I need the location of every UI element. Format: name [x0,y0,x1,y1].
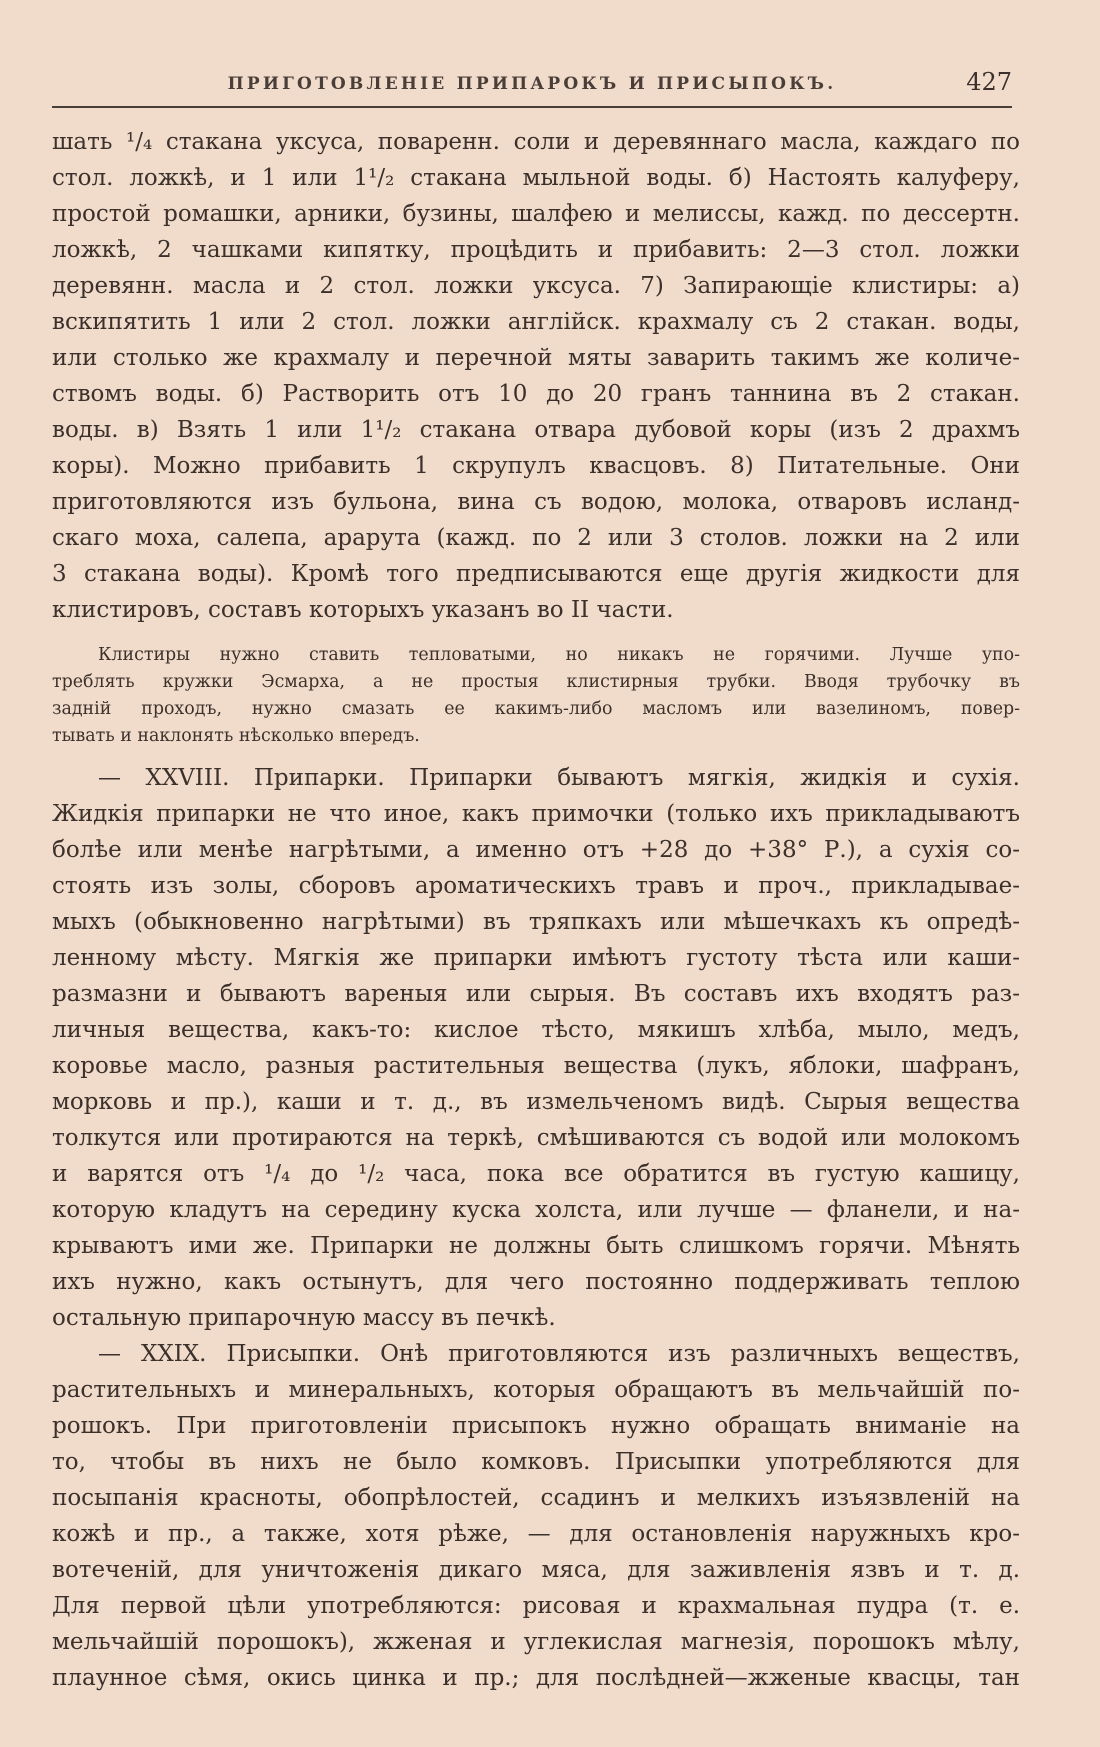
text-line: скаго моха, салепа, арарута (кажд. по 2 или 3 столов. ложки на 2 или [52,525,1020,551]
text-line: вотеченій, для уничтоженія дикаго мяса, для заживленія язвъ и т. д. [52,1557,1020,1583]
text-line: мыхъ (обыкновенно нагрѣтыми) въ тряпкахъ или мѣшечкахъ къ опредѣ- [52,909,1020,935]
text-line: коровье масло, разныя растительныя вещества (лукъ, яблоки, шафранъ, [52,1053,1020,1079]
text-line: личныя вещества, какъ-то: кислое тѣсто, мякишъ хлѣба, мыло, медъ, [52,1017,1020,1043]
text-line: стол. ложкѣ, и 1 или 1¹/₂ стакана мыльной воды. б) Настоять калуферу, [52,165,1020,191]
running-title: ПРИГОТОВЛЕНІЕ ПРИПАРОКЪ И ПРИСЫПОКЪ. [227,74,837,94]
text-line: воды. в) Взять 1 или 1¹/₂ стакана отвара дубовой коры (изъ 2 драхмъ [52,417,1020,443]
text-line: клистировъ, составъ которыхъ указанъ во II части. [52,597,674,623]
text-line: приготовляются изъ бульона, вина съ водою, молока, отваровъ исланд- [52,489,1020,515]
text-line: посыпанія красноты, обопрѣлостей, ссадинъ и мелкихъ изъязвленій на [52,1485,1020,1511]
text-line: ствомъ воды. б) Растворить отъ 10 до 20 гранъ таннина въ 2 стакан. [52,381,1020,407]
text-line: стоять изъ золы, сборовъ ароматическихъ травъ и проч., прикладывае- [52,873,1020,899]
note-line: Клистиры нужно ставить тепловатыми, но никакъ не горячими. Лучше упо- [98,645,1020,665]
text-line: Для первой цѣли употребляются: рисовая и крахмальная пудра (т. е. [52,1593,1020,1619]
text-line: болѣе или менѣе нагрѣтыми, а именно отъ +28 до +38° Р.), а сухія со- [52,837,1020,863]
small-print-note [52,642,1020,750]
text-line: остальную припарочную массу въ печкѣ. [52,1305,556,1331]
section-xxix-powders [52,1336,1020,1696]
section-xxviii-poultices [52,760,1020,1336]
text-line: ленному мѣсту. Мягкія же припарки имѣютъ густоту тѣста или каши- [52,945,1020,971]
section-heading-line: — XXVIII. Припарки. Припарки бываютъ мягкія, жидкія и сухія. [98,765,1020,791]
page-body [52,124,1020,1696]
text-line: Жидкія припарки не что иное, какъ примочки (только ихъ прикладываютъ [52,801,1020,827]
text-line: размазни и бываютъ вареныя или сырыя. Въ составъ ихъ входятъ раз- [52,981,1020,1007]
text-line: деревянн. масла и 2 стол. ложки уксуса. 7) Запирающіе клистиры: а) [52,273,1020,299]
text-line: ложкѣ, 2 чашками кипятку, процѣдить и прибавить: 2—3 стол. ложки [52,237,1020,263]
paragraph-continued [52,124,1020,628]
section-heading-line: — XXIX. Присыпки. Онѣ приготовляются изъ различныхъ веществъ, [98,1341,1020,1367]
text-line: крываютъ ими же. Припарки не должны быть слишкомъ горячи. Мѣнять [52,1233,1020,1259]
text-line: вскипятить 1 или 2 стол. ложки англійск. крахмалу съ 2 стакан. воды, [52,309,1020,335]
note-line: тывать и наклонять нѣсколько впередъ. [52,726,420,746]
text-line: мельчайшій порошокъ), жженая и углекислая магнезія, порошокъ мѣлу, [52,1629,1020,1655]
text-line: кожѣ и пр., а также, хотя рѣже, — для остановленія наружныхъ кро- [52,1521,1020,1547]
text-line: или столько же крахмалу и перечной мяты заварить такимъ же количе- [52,345,1020,371]
text-line: плаунное сѣмя, окись цинка и пр.; для послѣдней—жженые квасцы, тан [52,1665,1020,1691]
note-line: треблять кружки Эсмарха, а не простыя клистирныя трубки. Вводя трубочку въ [52,672,1020,692]
text-line: коры). Можно прибавить 1 скрупулъ квасцовъ. 8) Питательные. Они [52,453,1020,479]
text-line: то, чтобы въ нихъ не было комковъ. Присыпки употребляются для [52,1449,1020,1475]
text-line: растительныхъ и минеральныхъ, которыя обращаютъ въ мельчайшій по- [52,1377,1020,1403]
text-line: рошокъ. При приготовленіи присыпокъ нужно обращать вниманіе на [52,1413,1020,1439]
text-line: ихъ нужно, какъ остынутъ, для чего постоянно поддерживать теплою [52,1269,1020,1295]
text-line: морковь и пр.), каши и т. д., въ измельченомъ видѣ. Сырыя вещества [52,1089,1020,1115]
text-line: и варятся отъ ¹/₄ до ¹/₂ часа, пока все обратится въ густую кашицу, [52,1161,1020,1187]
page-header [52,66,1012,108]
text-line: которую кладутъ на середину куска холста, или лучше — фланели, и на- [52,1197,1020,1223]
text-line: 3 стакана воды). Кромѣ того предписываются еще другія жидкости для [52,561,1020,587]
note-line: задній проходъ, нужно смазать ее какимъ-либо масломъ или вазелиномъ, повер- [52,699,1020,719]
text-line: простой ромашки, арники, бузины, шалфею и мелиссы, кажд. по дессертн. [52,201,1020,227]
text-line: толкутся или протираются на теркѣ, смѣшиваются съ водой или молокомъ [52,1125,1020,1151]
text-line: шать ¹/₄ стакана уксуса, поваренн. соли и деревяннаго масла, каждаго по [52,129,1020,155]
page-number: 427 [966,68,1012,96]
